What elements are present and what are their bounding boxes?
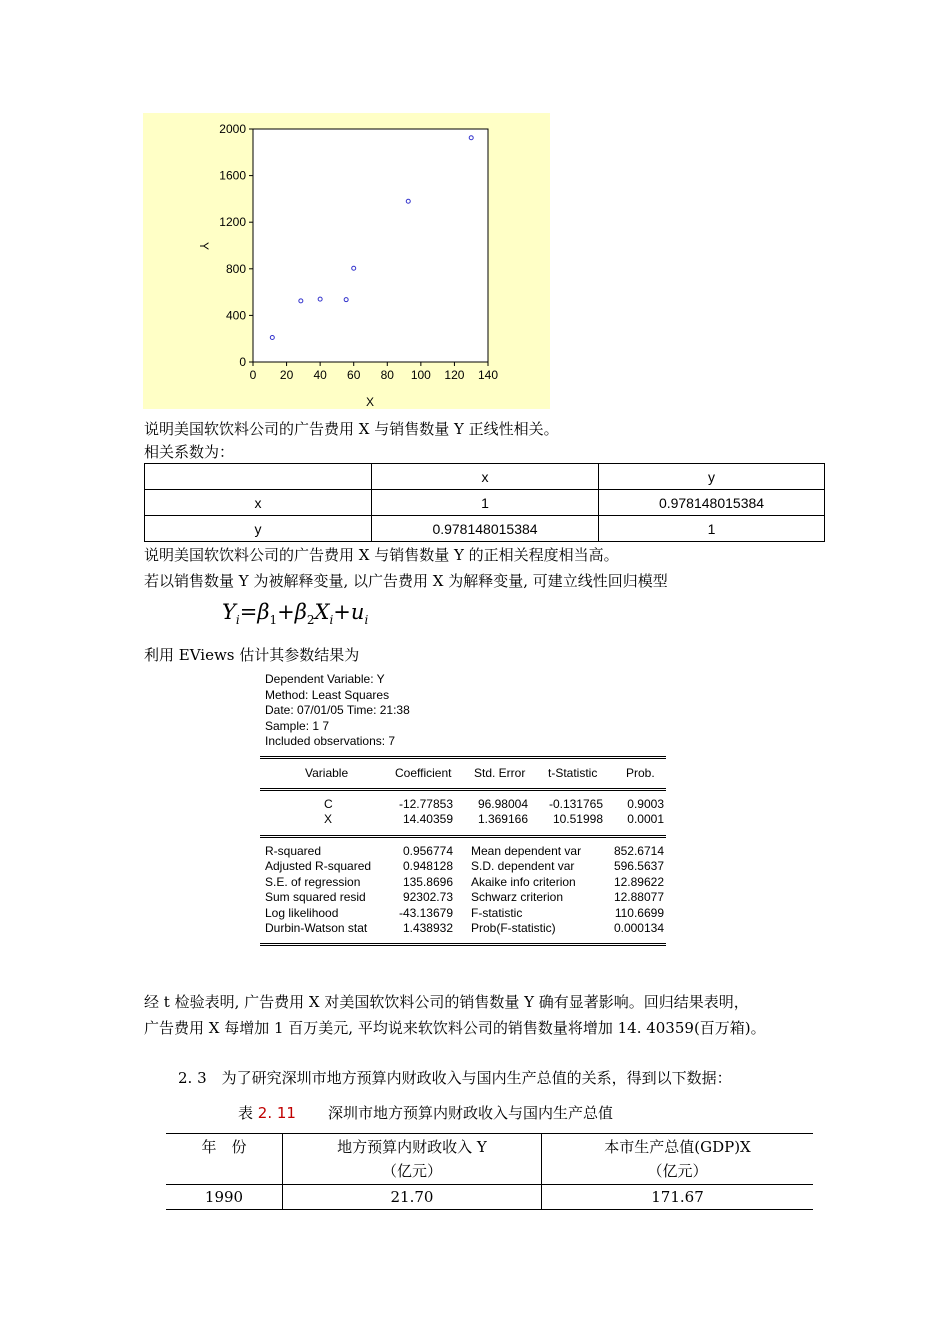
- table-row: [145, 490, 825, 516]
- paragraph-correlation-conclusion: 说明美国软饮料公司的广告费用 X 与销售数量 Y 的正相关程度相当高。: [144, 546, 619, 564]
- plot-area: [253, 129, 488, 362]
- stat-label: R-squared: [265, 844, 322, 858]
- table-caption: [238, 1102, 613, 1124]
- stat-value: 0.000134: [613, 921, 664, 935]
- paragraph-t-test: 经 t 检验表明, 广告费用 X 对美国软饮料公司的销售数量 Y 确有显著影响。回归结果表明，: [144, 993, 749, 1011]
- eviews-header-line: Dependent Variable: Y: [265, 672, 385, 686]
- stat-value: 135.8696: [402, 875, 453, 889]
- divider: [260, 945, 666, 946]
- stat-value: 596.5637: [613, 859, 664, 873]
- stat-label: Schwarz criterion: [471, 890, 564, 904]
- coef-std-error: 1.369166: [477, 812, 528, 826]
- coef-variable: C: [324, 797, 333, 811]
- stat-label: Durbin-Watson stat: [265, 921, 368, 935]
- table-cell: 171.67: [542, 1185, 814, 1210]
- eviews-header-line: Sample: 1 7: [265, 719, 330, 733]
- x-tick-label: 40: [313, 368, 327, 382]
- stat-label: Akaike info criterion: [471, 875, 576, 889]
- coef-value: -12.77853: [398, 797, 453, 811]
- paragraph-positive-correlation: 说明美国软饮料公司的广告费用 X 与销售数量 Y 正线性相关。: [144, 420, 559, 438]
- table-header-cell: x: [372, 464, 599, 490]
- table-cell: y: [145, 516, 372, 542]
- eviews-column-header: Prob.: [626, 766, 655, 780]
- stat-value: 0.948128: [402, 859, 453, 873]
- table-cell: 1: [599, 516, 825, 542]
- table-cell: 0.978148015384: [372, 516, 599, 542]
- table-caption-prefix: 表: [238, 1104, 258, 1122]
- table-header-cell: y: [599, 464, 825, 490]
- paragraph-eviews-intro: 利用 EViews 估计其参数结果为: [144, 646, 360, 664]
- divider: [260, 790, 666, 791]
- stat-label: Log likelihood: [265, 906, 339, 920]
- x-tick-label: 20: [279, 368, 294, 382]
- y-tick-label: 400: [225, 308, 246, 323]
- table-header-cell: [145, 464, 372, 490]
- table-cell: x: [145, 490, 372, 516]
- stat-label: Sum squared resid: [265, 890, 366, 904]
- table-caption-title: 深圳市地方预算内财政收入与国内生产总值: [327, 1104, 613, 1122]
- stat-label: Prob(F-statistic): [471, 921, 556, 935]
- stat-label: Adjusted R-squared: [265, 859, 372, 873]
- eviews-header-line: Included observations: 7: [265, 734, 396, 748]
- stat-value: 852.6714: [613, 844, 664, 858]
- stat-value: 12.88077: [613, 890, 664, 904]
- table-cell: 21.70: [283, 1185, 542, 1210]
- stat-label: S.E. of regression: [265, 875, 361, 889]
- paragraph-regression-result: 广告费用 X 每增加 1 百万美元, 平均说来软饮料公司的销售数量将增加 14. 40359(百万箱)。: [144, 1019, 766, 1037]
- coef-variable: X: [324, 812, 333, 826]
- scatter-plot-svg: [143, 113, 550, 409]
- stat-value: 0.956774: [402, 844, 453, 858]
- x-axis-label: X: [365, 395, 375, 409]
- table-header-row: [166, 1134, 813, 1185]
- stat-value: 12.89622: [613, 875, 664, 889]
- table-cell: 1990: [166, 1185, 283, 1210]
- eviews-header-line: Date: 07/01/05 Time: 21:38: [265, 703, 410, 717]
- coef-prob: 0.9003: [627, 797, 664, 811]
- y-axis-label: Y: [197, 241, 211, 251]
- eviews-column-header: t-Statistic: [548, 766, 598, 780]
- x-tick-label: 0: [249, 368, 257, 382]
- eviews-column-header: Variable: [305, 766, 349, 780]
- coef-t-stat: -0.131765: [548, 797, 603, 811]
- divider: [260, 756, 666, 757]
- table-header-cell: 年 份: [166, 1134, 283, 1185]
- scatter-chart: [143, 113, 550, 409]
- table-cell: 1: [372, 490, 599, 516]
- divider: [260, 835, 666, 836]
- eviews-header-line: Method: Least Squares: [265, 688, 390, 702]
- table-header-cell: 地方预算内财政收入 Y （亿元）: [283, 1134, 542, 1185]
- coef-std-error: 96.98004: [477, 797, 528, 811]
- table-row: [145, 464, 825, 490]
- stat-value: 92302.73: [402, 890, 453, 904]
- divider: [260, 837, 666, 838]
- table-caption-number: 2. 11: [257, 1104, 296, 1122]
- coef-value: 14.40359: [402, 812, 453, 826]
- paragraph-exercise-2-3: 2. 3 为了研究深圳市地方预算内财政收入与国内生产总值的关系，得到以下数据：: [178, 1069, 732, 1087]
- x-tick-label: 80: [380, 368, 394, 382]
- stat-value: 1.438932: [402, 921, 453, 935]
- divider: [260, 758, 666, 759]
- table-row: [166, 1185, 813, 1210]
- y-tick-label: 1600: [219, 168, 246, 183]
- paragraph-correlation-intro: 相关系数为：: [144, 443, 235, 461]
- eviews-column-header: Std. Error: [474, 766, 526, 780]
- y-tick-label: 800: [225, 261, 246, 276]
- stat-value: 110.6699: [614, 906, 664, 920]
- stat-label: Mean dependent var: [471, 844, 582, 858]
- coef-t-stat: 10.51998: [552, 812, 603, 826]
- y-tick-label: 1200: [219, 215, 246, 230]
- x-tick-label: 120: [444, 368, 465, 382]
- y-tick-label: 0: [239, 355, 246, 369]
- y-tick-label: 2000: [219, 122, 246, 136]
- eviews-column-header: Coefficient: [395, 766, 452, 780]
- table-row: [145, 516, 825, 542]
- data-table: [166, 1133, 813, 1210]
- stat-value: -43.13679: [398, 906, 453, 920]
- stat-label: S.D. dependent var: [471, 859, 575, 873]
- paragraph-regression-setup: 若以销售数量 Y 为被解释变量, 以广告费用 X 为解释变量, 可建立线性回归模型: [144, 572, 668, 590]
- table-header-cell: 本市生产总值(GDP)X （亿元）: [542, 1134, 814, 1185]
- x-tick-label: 60: [347, 368, 361, 382]
- stat-label: F-statistic: [471, 906, 523, 920]
- x-tick-label: 140: [477, 368, 499, 382]
- coef-prob: 0.0001: [627, 812, 664, 826]
- divider: [260, 788, 666, 789]
- table-cell: 0.978148015384: [599, 490, 825, 516]
- x-tick-label: 100: [410, 368, 431, 382]
- divider: [260, 943, 666, 944]
- correlation-table: [144, 463, 825, 542]
- regression-formula: $Y_i=\beta_1+\beta_2X_i+u_i$: [222, 600, 369, 628]
